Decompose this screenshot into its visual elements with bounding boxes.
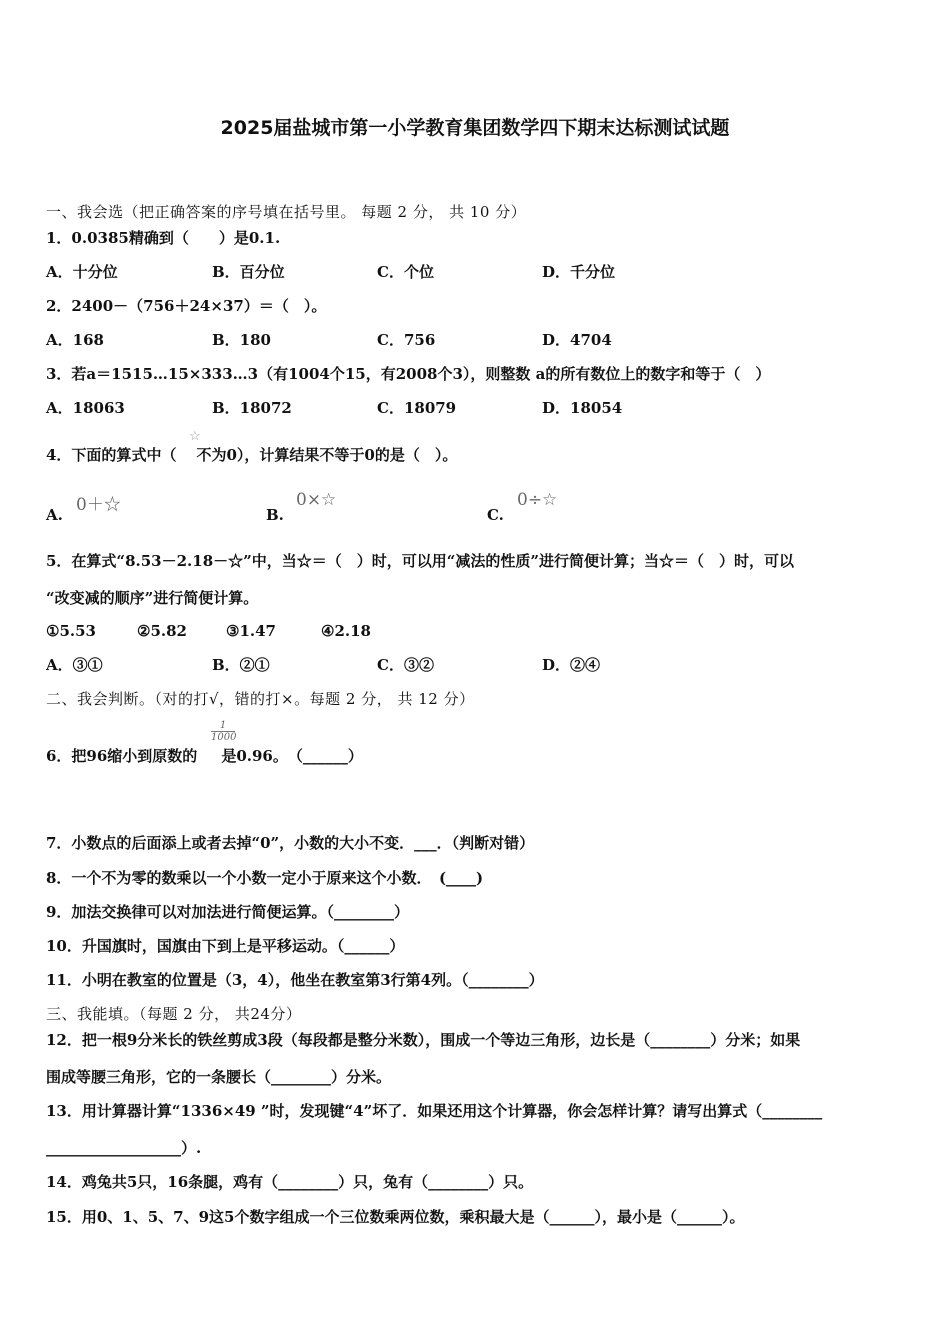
q4-stem-end: 不为0），计算结果不等于0的是（ ）。 bbox=[196, 446, 458, 464]
q5-choice-4: ④2.18 bbox=[321, 622, 371, 640]
question-10: 10．升国旗时，国旗由下到上是平移运动。（______） bbox=[46, 937, 405, 955]
section-1-heading: 一、我会选（把正确答案的序号填在括号里。 每题 2 分， 共 10 分） bbox=[46, 203, 527, 221]
q4-option-a-expression: 0＋☆ bbox=[76, 495, 121, 515]
q5-option-d[interactable]: D．②④ bbox=[542, 656, 601, 674]
question-15: 15．用0、1、5、7、9这5个数字组成一个三位数乘两位数，乘积最大是（______），最小是（______）。 bbox=[46, 1208, 745, 1226]
question-12-line-1: 12．把一根9分米长的铁丝剪成3段（每段都是整分米数），围成一个等边三角形，边长是（________）分米；如果 bbox=[46, 1031, 801, 1049]
q6-stem-end: 是0.96。 （______） bbox=[221, 747, 363, 765]
question-1: 1．0.0385精确到（ ）是0.1. bbox=[46, 229, 281, 247]
question-4 bbox=[46, 445, 457, 465]
q3-option-d[interactable]: D．18054 bbox=[542, 399, 623, 417]
question-13-line-1: 13．用计算器计算“1336×49 ”时，发现键“4”坏了．如果还用这个计算器，你会怎样计算？请写出算式（________ bbox=[46, 1102, 823, 1120]
q1-option-d[interactable]: D．千分位 bbox=[542, 263, 616, 281]
q4-option-b-label[interactable]: B. bbox=[266, 506, 284, 524]
question-14: 14．鸡兔共5只，16条腿，鸡有（________）只，兔有（________）只。 bbox=[46, 1173, 534, 1191]
q4-option-c-expression: 0÷☆ bbox=[517, 490, 558, 510]
question-7: 7．小数点的后面添上或者去掉“0”，小数的大小不变．___．（判断对错） bbox=[46, 834, 535, 852]
question-6 bbox=[46, 746, 363, 766]
q3-option-a[interactable]: A．18063 bbox=[46, 399, 125, 417]
q4-stem-start: 4．下面的算式中（ bbox=[46, 446, 177, 464]
q4-option-b-expression: 0×☆ bbox=[296, 490, 337, 510]
q1-option-c[interactable]: C．个位 bbox=[377, 263, 434, 281]
q5-choice-2: ②5.82 bbox=[137, 622, 187, 640]
question-2: 2．2400－（756＋24×37）＝（ ）。 bbox=[46, 297, 327, 315]
q4-option-c-label[interactable]: C. bbox=[487, 506, 504, 524]
q1-option-b[interactable]: B．百分位 bbox=[212, 263, 285, 281]
q3-option-c[interactable]: C．18079 bbox=[377, 399, 457, 417]
q2-option-b[interactable]: B．180 bbox=[212, 331, 271, 349]
question-5-line-1: 5．在算式“8.53－2.18－☆”中，当☆＝（ ）时，可以用“减法的性质”进行简便计算；当☆＝（ ）时，可以 bbox=[46, 552, 795, 570]
q3-option-b[interactable]: B．18072 bbox=[212, 399, 292, 417]
q2-option-c[interactable]: C．756 bbox=[377, 331, 436, 349]
q6-fraction bbox=[211, 720, 235, 743]
q5-choice-1: ①5.53 bbox=[46, 622, 96, 640]
star-icon: ☆ bbox=[189, 429, 201, 444]
q5-option-a[interactable]: A．③① bbox=[46, 656, 103, 674]
question-8: 8．一个不为零的数乘以一个小数一定小于原来这个小数． (____) bbox=[46, 869, 484, 887]
question-12-line-2: 围成等腰三角形，它的一条腰长（________）分米。 bbox=[46, 1068, 392, 1086]
section-3-heading: 三、我能填。（每题 2 分， 共24分） bbox=[46, 1005, 302, 1023]
q4-option-a-label[interactable]: A. bbox=[46, 506, 63, 524]
q2-option-a[interactable]: A．168 bbox=[46, 331, 104, 349]
q6-stem-start: 6．把96缩小到原数的 bbox=[46, 747, 198, 765]
q5-choice-3: ③1.47 bbox=[226, 622, 276, 640]
question-11: 11．小明在教室的位置是（3，4），他坐在教室第3行第4列。（________） bbox=[46, 971, 544, 989]
question-3: 3．若a＝1515…15×333…3（有1004个15，有2008个3），则整数 a的所有数位上的数字和等于（ ） bbox=[46, 365, 771, 383]
q2-option-d[interactable]: D．4704 bbox=[542, 331, 612, 349]
section-2-heading: 二、我会判断。（对的打√，错的打×。每题 2 分， 共 12 分） bbox=[46, 690, 475, 708]
q1-option-a[interactable]: A．十分位 bbox=[46, 263, 118, 281]
question-5-line-2: “改变减的顺序”进行简便计算。 bbox=[46, 589, 259, 607]
question-13-line-2: __________________）. bbox=[46, 1139, 202, 1157]
q6-fraction-denominator: 1000 bbox=[211, 732, 237, 743]
page-title: 2025届盐城市第一小学教育集团数学四下期末达标测试试题 bbox=[220, 117, 730, 139]
q6-fraction-numerator: 1 bbox=[211, 720, 235, 732]
question-9: 9．加法交换律可以对加法进行简便运算。（________） bbox=[46, 903, 409, 921]
q5-option-c[interactable]: C．③② bbox=[377, 656, 434, 674]
q5-option-b[interactable]: B．②① bbox=[212, 656, 270, 674]
